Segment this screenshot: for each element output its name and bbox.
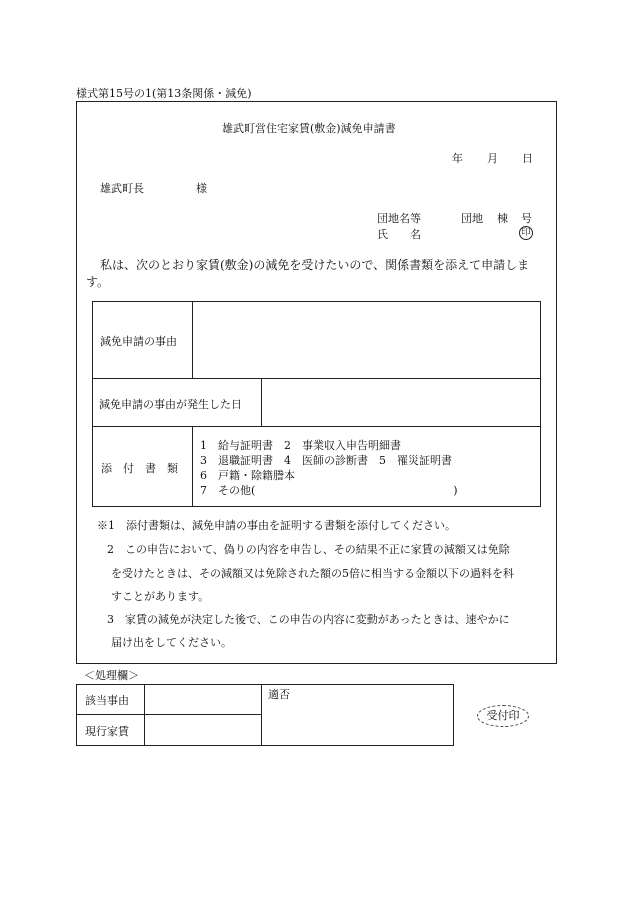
- date-year-label: 年: [452, 152, 463, 165]
- number-suffix: 号: [521, 212, 532, 225]
- attachment-item: 1 給与証明書 2 事業収入申告明細書: [200, 439, 401, 452]
- complex-label: 団地名等: [377, 212, 421, 225]
- attachments-label: 添 付 書 類: [101, 462, 178, 475]
- form-title: 雄武町営住宅家賃(敷金)減免申請書: [222, 122, 396, 135]
- reason-label: 減免申請の事由: [100, 335, 177, 348]
- attachment-item: 7 その他( ): [200, 484, 458, 497]
- building-suffix: 棟: [497, 212, 508, 225]
- name-label: 氏 名: [377, 228, 421, 241]
- complex-suffix: 団地: [461, 212, 483, 225]
- attachment-item: 3 退職証明書 4 医師の診断書 5 罹災証明書: [200, 454, 452, 467]
- note-1: ※1 添付書類は、減免申請の事由を証明する書類を添付してください。: [97, 519, 456, 532]
- attachment-item: 6 戸籍・除籍謄本: [200, 469, 295, 482]
- note-2-line3: すことがあります。: [111, 590, 210, 603]
- reason-field[interactable]: [193, 302, 539, 377]
- note-3-line2: 届け出をしてください。: [111, 636, 232, 649]
- form-number: 様式第15号の1(第13条関係・減免): [76, 87, 252, 100]
- occurrence-date-field[interactable]: [262, 379, 539, 425]
- occurrence-date-label: 減免申請の事由が発生した日: [99, 398, 242, 411]
- seal-mark: 印: [519, 226, 533, 240]
- note-2-line2: を受けたときは、その減額又は免除された額の5倍に相当する金額以下の過料を科: [111, 567, 514, 580]
- note-2-line1: 2 この申告において、偽りの内容を申告し、その結果不正に家賃の減額又は免除: [107, 543, 510, 556]
- addressee-name: 雄武町長: [100, 182, 144, 195]
- addressee-honorific: 様: [196, 182, 207, 195]
- intro-text-line2: す。: [86, 275, 110, 289]
- reception-stamp: 受付印: [477, 705, 529, 727]
- row2-label: 現行家賃: [85, 725, 129, 738]
- row1-label: 該当事由: [85, 694, 129, 707]
- note-3-line1: 3 家賃の減免が決定した後で、この申告の内容に変動があったときは、速やかに: [107, 613, 510, 626]
- decision-label: 適否: [268, 688, 290, 701]
- intro-text-line1: 私は、次のとおり家賃(敷金)の減免を受けたいので、関係書類を添えて申請しま: [100, 258, 530, 272]
- processing-section-label: ＜処理欄＞: [84, 669, 139, 682]
- date-month-label: 月: [487, 152, 498, 165]
- processing-table: [76, 684, 454, 746]
- date-day-label: 日: [522, 152, 533, 165]
